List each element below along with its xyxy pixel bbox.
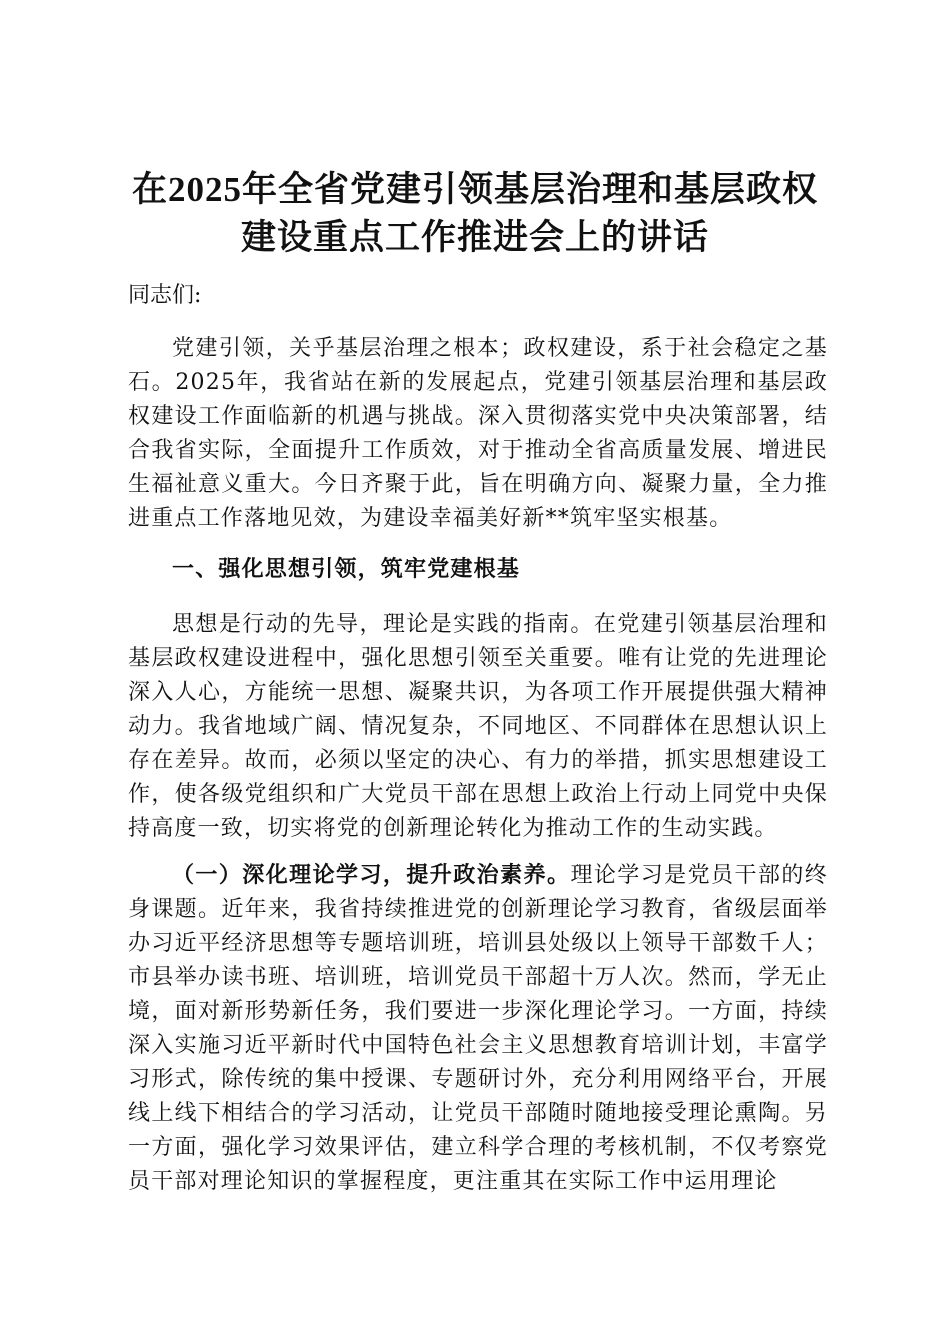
intro-paragraph: 党建引领，关乎基层治理之根本；政权建设，系于社会稳定之基石。2025年，我省站在新的发展起点，党建引领基层治理和基层政权建设工作面临新的机遇与挑战。深入贯彻落实党中央决策部署，结合我省实际，全面提升工作质效，对于推动全省高质量发展、增进民生福祉意义重大。今日齐聚于此，旨在明确方向、凝聚力量，全力推进重点工作落地见效，为建设幸福美好新**筑牢坚实根基。 <box>128 336 828 531</box>
section-1-paragraph: 思想是行动的先导，理论是实践的指南。在党建引领基层治理和基层政权建设进程中，强化思想引领至关重要。唯有让党的先进理论深入人心，方能统一思想、凝聚共识，为各项工作开展提供强大精神动力。我省地域广阔、情况复杂，不同地区、不同群体在思想认识上存在差异。故而，必须以坚定的决心、有力的举措，抓实思想建设工作，使各级党组织和广大党员干部在思想上政治上行动上同党中央保持高度一致，切实将党的创新理论转化为推动工作的生动实践。 <box>128 612 828 841</box>
title-prefix: 在 <box>131 169 168 210</box>
section-1-heading: 一、强化思想引领，筑牢党建根基 <box>172 557 521 582</box>
title-suffix: 年全省党建引领基层治理和基层政权 <box>242 169 819 210</box>
subsection-1-lead: （一）深化理论学习，提升政治素养。 <box>172 863 571 888</box>
subsection-1-body: 理论学习是党员干部的终身课题。近年来，我省持续推进党的创新理论学习教育，省级层面举办习近平经济思想等专题培训班，培训县处级以上领导干部数千人；市县举办读书班、培训班，培训党员干部超十万人次。然而，学无止境，面对新形势新任务，我们要进一步深化理论学习。一方面，持续深入实施习近平新时代中国特色社会主义思想教育培训计划，丰富学习形式，除传统的集中授课、专题研讨外，充分利用网络平台，开展线上线下相结合的学习活动，让党员干部随时随地接受理论熏陶。另一方面，强化学习效果评估，建立科学合理的考核机制，不仅考察党员干部对理论知识的掌握程度，更注重其在实际工作中运用理论 <box>128 863 829 1194</box>
document-title-line-1 <box>100 165 850 215</box>
subsection-1-paragraph <box>128 859 828 1199</box>
document-title-line-2: 建设重点工作推进会上的讲话 <box>240 217 709 258</box>
title-year: 2025 <box>168 170 242 209</box>
salutation: 同志们: <box>128 283 202 308</box>
